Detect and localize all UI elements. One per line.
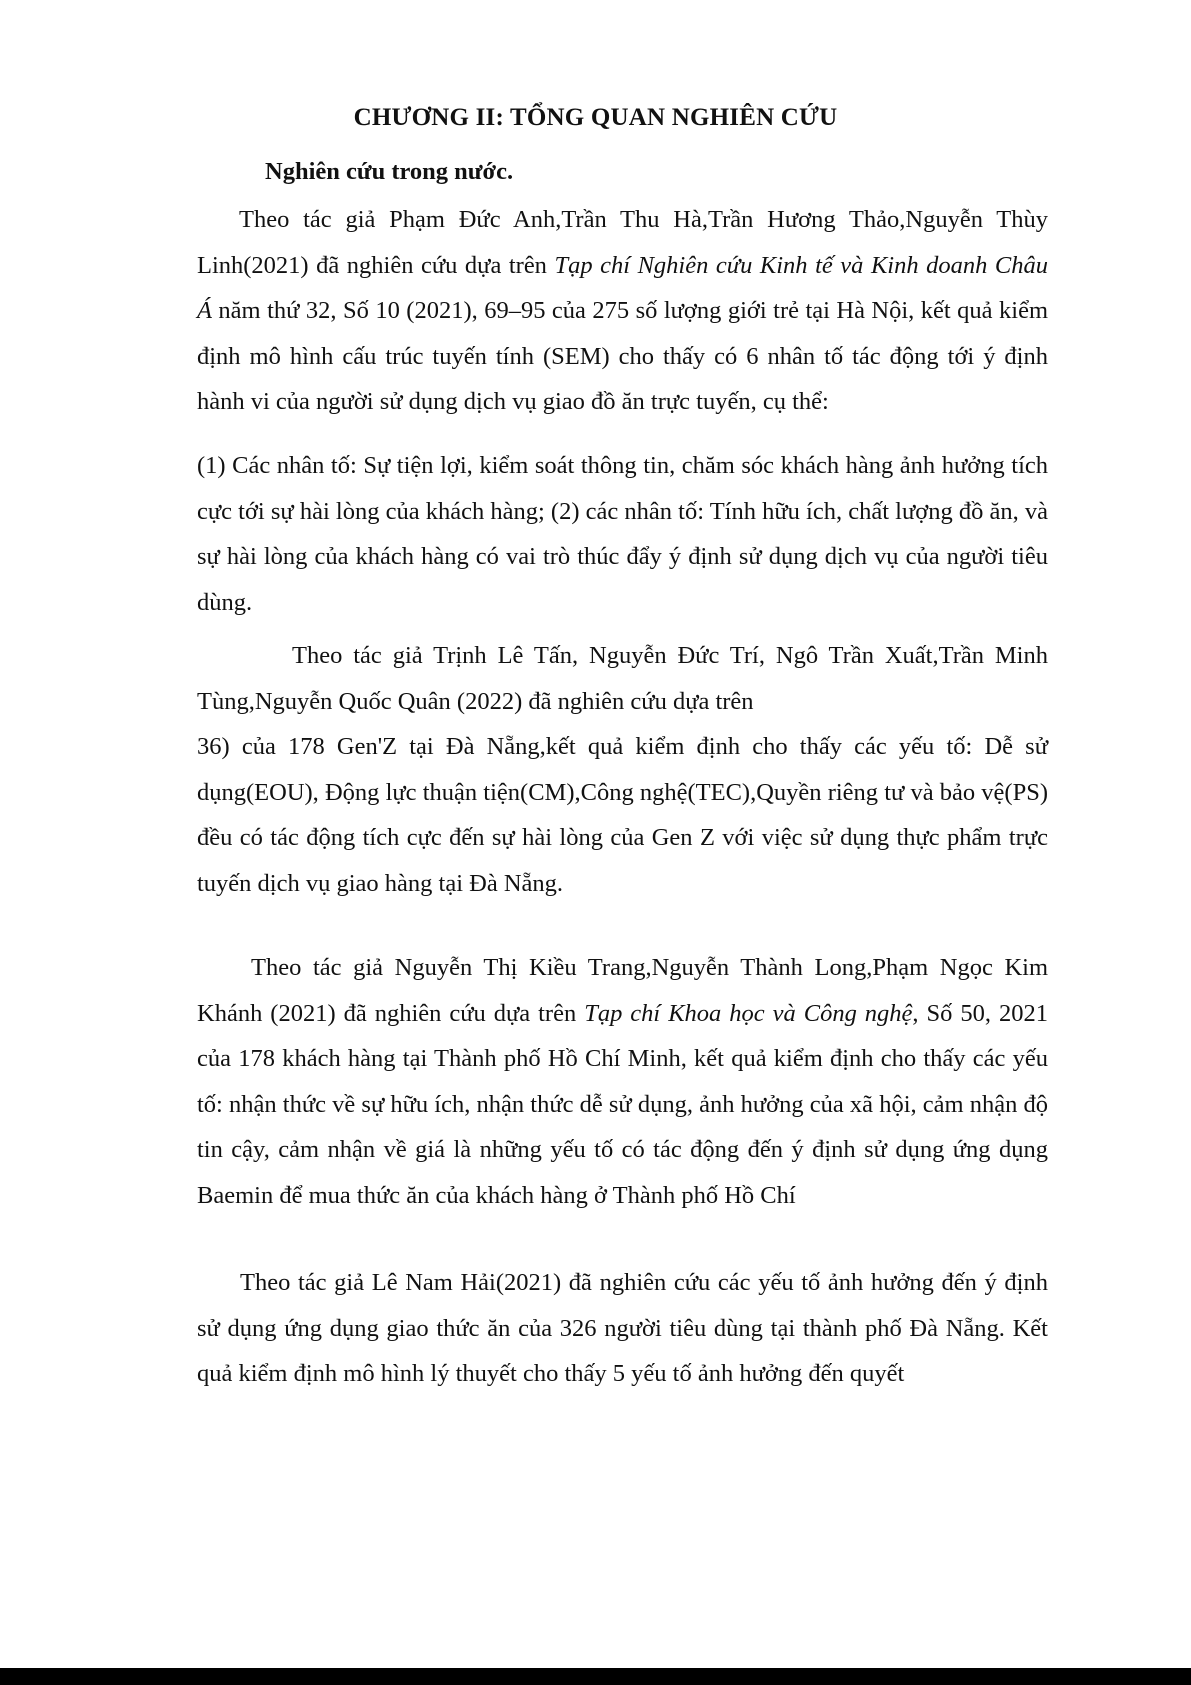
journal-title-2: Tạp chí Khoa học và Công nghệ xyxy=(584,999,913,1027)
paragraph-2: (1) Các nhân tố: Sự tiện lợi, kiểm soát thông tin, chăm sóc khách hàng ảnh hưởng tích cực tới sự hài lòng của khách hàng; (2) các nhân tố: Tính hữu ích, chất lượng đồ ăn, và sự hài lòng của khách hàng có vai trò thúc đẩy ý định sử dụng dịch vụ của người tiêu dùng. xyxy=(197,452,1048,616)
paragraph-1-text-cont: năm thứ 32, Số 10 (2021), 69–95 của 275 số lượng giới trẻ tại Hà Nội, kết quả kiểm định mô hình cấu trúc tuyến tính (SEM) cho thấy có 6 nhân tố tác động tới ý định hành vi của người sử dụng dịch vụ giao đồ ăn trực tuyến, cụ thể: xyxy=(197,297,1048,415)
bottom-edge-bar xyxy=(0,1668,1191,1685)
paragraph-1 xyxy=(197,197,1048,425)
paragraph-3-rest: 36) của 178 Gen'Z tại Đà Nẵng,kết quả kiểm định cho thấy các yếu tố: Dễ sử dụng(EOU), Động lực thuận tiện(CM),Công nghệ(TEC),Quyền riêng tư và bảo vệ(PS) đều có tác động tích cực đến sự hài lòng của Gen Z với việc sử dụng thực phẩm trực tuyến dịch vụ giao hàng tại Đà Nẵng. xyxy=(197,733,1048,897)
section-heading: Nghiên cứu trong nước. xyxy=(265,158,514,185)
journal-title-1: Tạp chí Nghiên cứu Kinh tế và Kinh doanh Châu Á xyxy=(197,251,1048,324)
paragraph-4-text: Theo tác giả Nguyễn Thị Kiều Trang,Nguyễn Thành Long,Phạm Ngọc Kim Khánh (2021) đã nghiên cứu dựa trên xyxy=(197,954,1048,1027)
paragraph-5: Theo tác giả Lê Nam Hải(2021) đã nghiên cứu các yếu tố ảnh hưởng đến ý định sử dụng ứng dụng giao thức ăn của 326 người tiêu dùng tại thành phố Đà Nẵng. Kết quả kiểm định mô hình lý thuyết cho thấy 5 yếu tố ảnh hưởng đến quyết xyxy=(197,1269,1048,1387)
paragraph-4-text-cont: , Số 50, 2021 của 178 khách hàng tại Thành phố Hồ Chí Minh, kết quả kiểm định cho thấy các yếu tố: nhận thức về sự hữu ích, nhận thức dễ sử dụng, ảnh hưởng của xã hội, cảm nhận độ tin cậy, cảm nhận về giá là những yếu tố có tác động đến ý định sử dụng ứng dụng Baemin để mua thức ăn của khách hàng ở Thành phố Hồ Chí xyxy=(197,999,1048,1209)
paragraph-4 xyxy=(197,945,1048,1218)
chapter-title: CHƯƠNG II: TỔNG QUAN NGHIÊN CỨU xyxy=(353,104,838,131)
paragraph-3 xyxy=(197,633,1048,906)
paragraph-1-text: Theo tác giả Phạm Đức Anh,Trần Thu Hà,Trần Hương Thảo,Nguyễn Thùy Linh(2021) đã nghiên cứu dựa trên xyxy=(197,206,1048,279)
paragraph-3-line1: Theo tác giả Trịnh Lê Tấn, Nguyễn Đức Trí, Ngô Trần Xuất,Trần Minh Tùng,Nguyễn Quốc Quân (2022) đã nghiên cứu dựa trên xyxy=(197,642,1048,715)
